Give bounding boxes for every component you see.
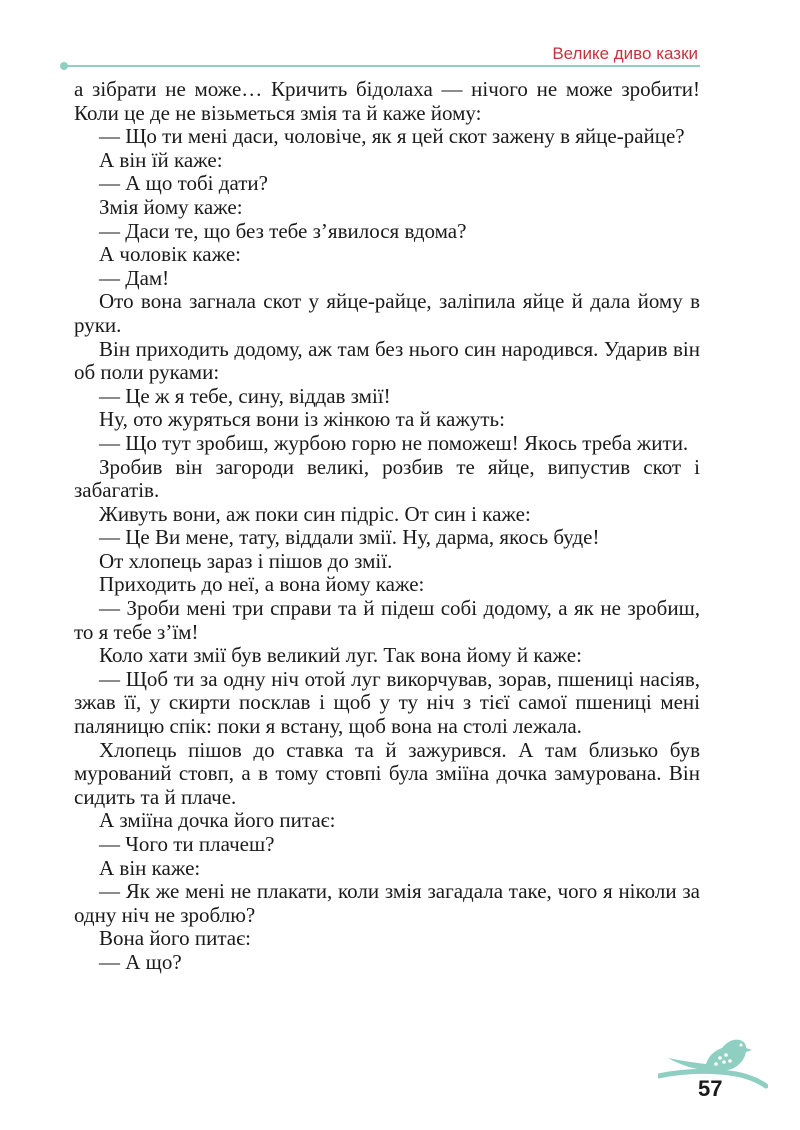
paragraph: Хлопець пішов до ставка та й зажурився. А там близько був мурований стовп, а в тому стовпі була зміїна дочка замурована. Він сидить та й плаче.	[74, 737, 700, 809]
paragraph: А чоловік каже:	[99, 242, 241, 267]
paragraph: Зробив він загороди великі, розбив те яйце, випустив скот і забагатів.	[74, 454, 700, 503]
paragraph: — А що тобі дати?	[99, 171, 268, 196]
paragraph: — А що?	[99, 949, 182, 974]
paragraph: От хлопець зараз і пішов до змії.	[99, 548, 393, 573]
paragraph: — Як же мені не плакати, коли змія загадала таке, чого я ніколи за одну ніч не зроблю?	[74, 879, 700, 927]
paragraph: — Чого ти плачеш?	[99, 832, 275, 856]
paragraph: Коло хати змії був великий луг. Так вона йому й каже:	[99, 643, 582, 668]
paragraph: Приходить до неї, а вона йому каже:	[99, 572, 425, 597]
paragraph: — Даси те, що без тебе з’явилося вдома?	[99, 218, 467, 243]
paragraph: — Це Ви мене, тату, віддали змії. Ну, дарма, якось буде!	[99, 525, 600, 550]
running-header-title: Велике диво казки	[552, 44, 698, 63]
paragraph: а зібрати не може… Кричить бідолаха — нічого не може зробити! Коли це де не візьметься змія та й каже йому:	[74, 77, 700, 125]
paragraph: — Щоб ти за одну ніч отой луг викорчував, зорав, пшениці насіяв, зжав її, у скирти посклав і щоб у ту ніч з тієї самої пшениці мені паляницю спік: поки я встану, щоб вона на столі лежала.	[74, 666, 700, 739]
paragraph: Вона його питає:	[99, 926, 251, 951]
paragraph: Він приходить додому, аж там без нього син народився. Ударив він об поли руками:	[74, 336, 700, 385]
paragraph: — Це ж я тебе, сину, віддав змії!	[99, 383, 391, 408]
header-rule	[64, 65, 700, 67]
paragraph: — Що ти мені даси, чоловіче, як я цей скот зажену в яйце-райце?	[99, 124, 685, 149]
paragraph: А він каже:	[99, 855, 201, 880]
paragraph: — Зроби мені три справи та й підеш собі додому, а як не зробиш, то я тебе з’їм!	[74, 596, 700, 644]
paragraph: А він їй каже:	[99, 147, 223, 172]
paragraph: Змія йому каже:	[99, 194, 243, 219]
page-number: 57	[698, 1076, 723, 1101]
paragraph: Ну, ото журяться вони із жінкою та й кажуть:	[99, 407, 505, 432]
paragraph: — Дам!	[99, 265, 170, 290]
story-text	[74, 78, 700, 975]
paragraph: Ото вона загнала скот у яйце-райце, заліпила яйце й дала йому в руки.	[74, 289, 700, 337]
paragraph: — Що тут зробиш, журбою горю не поможеш! Якось треба жити.	[99, 430, 689, 455]
paragraph: А зміїна дочка його питає:	[99, 808, 336, 833]
paragraph: Живуть вони, аж поки син підріс. От син і каже:	[99, 501, 531, 526]
